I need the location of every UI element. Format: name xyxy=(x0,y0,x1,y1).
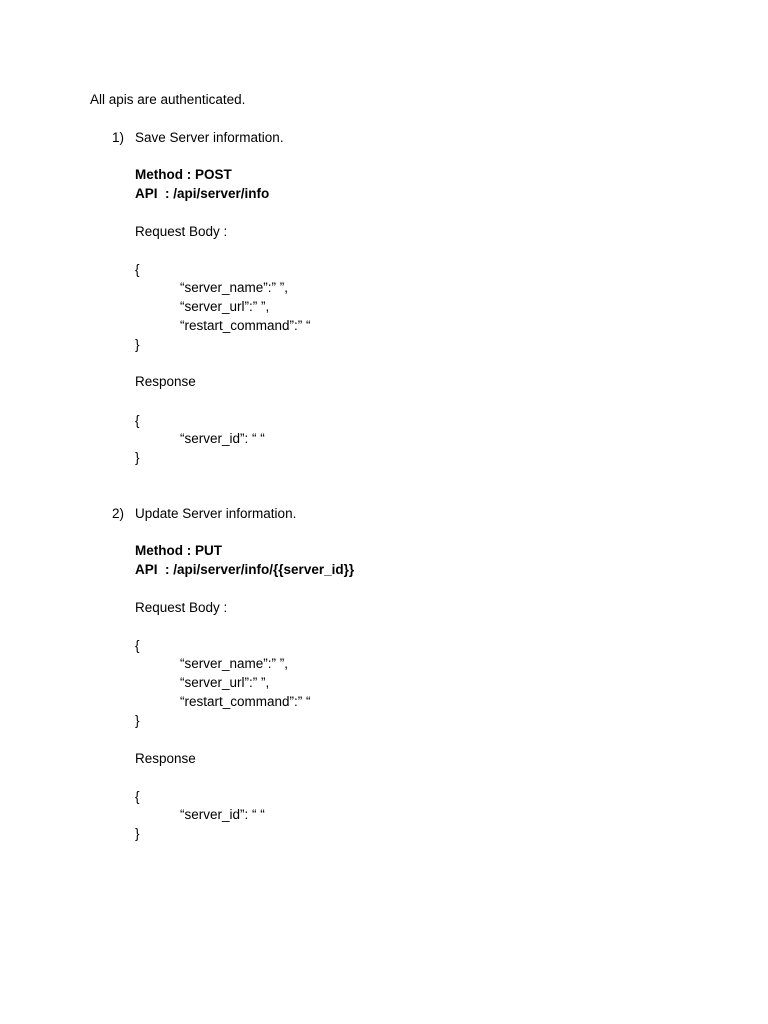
section-2-request-field-server-name: “server_name”:” ”, xyxy=(180,656,289,671)
section-2-response-open-brace: { xyxy=(135,789,140,804)
section-1-response-open-brace: { xyxy=(135,413,140,428)
section-1-method: Method : POST xyxy=(135,167,232,182)
section-2-request-field-server-url: “server_url”:” ”, xyxy=(180,675,270,690)
section-1-request-field-server-name: “server_name”:” ”, xyxy=(180,280,289,295)
section-1-response-field-server-id: “server_id”: “ “ xyxy=(180,431,265,446)
section-1-response-label: Response xyxy=(135,374,196,389)
section-1-title: Save Server information. xyxy=(135,130,284,145)
section-1-request-body-label: Request Body : xyxy=(135,224,228,239)
intro-text: All apis are authenticated. xyxy=(90,92,246,107)
section-1-response-close-brace: } xyxy=(135,450,140,465)
section-2-request-open-brace: { xyxy=(135,638,140,653)
section-1-api: API : /api/server/info xyxy=(135,186,270,201)
section-2-request-close-brace: } xyxy=(135,713,140,728)
section-2-request-body-label: Request Body : xyxy=(135,600,228,615)
section-1-request-open-brace: { xyxy=(135,262,140,277)
section-2-response-label: Response xyxy=(135,751,196,766)
section-2-api: API : /api/server/info/{{server_id}} xyxy=(135,562,355,577)
section-2-request-field-restart-command: “restart_command”:” “ xyxy=(180,694,311,709)
section-1-request-field-restart-command: “restart_command”:” “ xyxy=(180,318,311,333)
section-2-number: 2) xyxy=(112,506,125,521)
section-2-response-close-brace: } xyxy=(135,826,140,841)
section-1-number: 1) xyxy=(112,130,125,145)
section-2-method: Method : PUT xyxy=(135,543,222,558)
section-2-response-field-server-id: “server_id”: “ “ xyxy=(180,807,265,822)
section-1-request-close-brace: } xyxy=(135,337,140,352)
section-1-request-field-server-url: “server_url”:” ”, xyxy=(180,299,270,314)
section-2-title: Update Server information. xyxy=(135,506,297,521)
